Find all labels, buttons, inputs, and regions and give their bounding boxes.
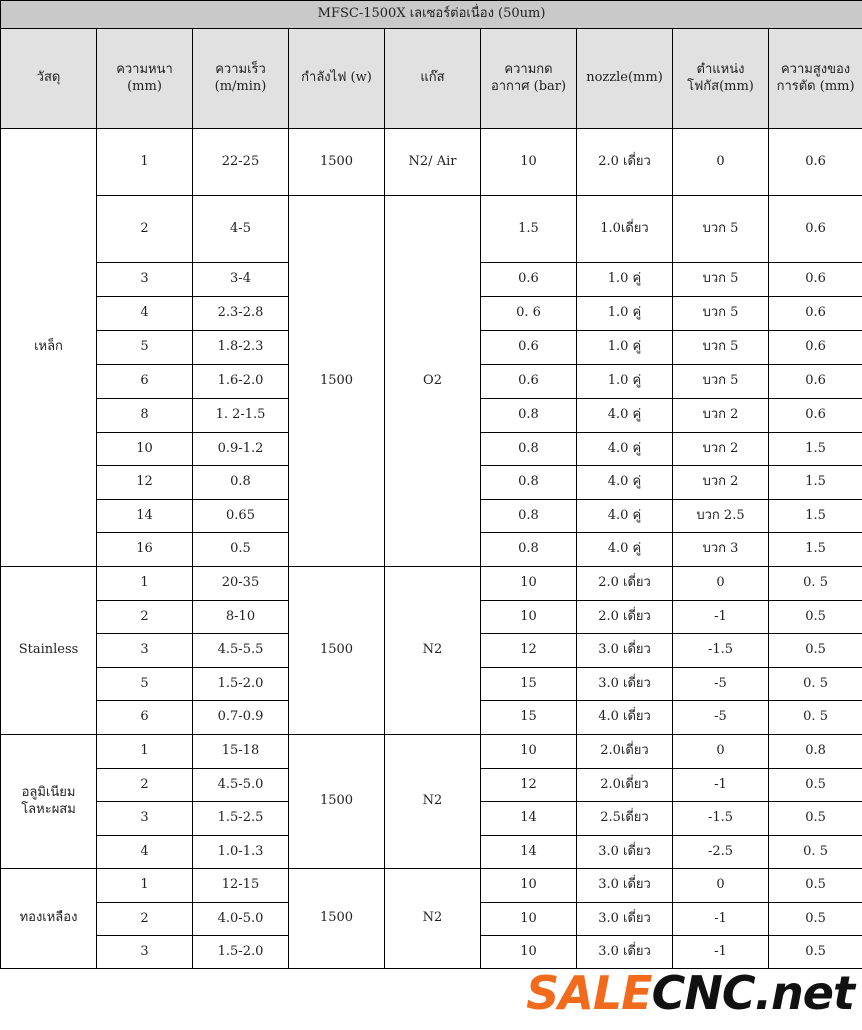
pressure-cell: 10 <box>481 601 577 634</box>
pressure-cell: 15 <box>481 668 577 701</box>
gas-cell: N2 <box>385 869 481 969</box>
thickness-cell: 1 <box>97 567 193 601</box>
header-row <box>1 29 862 129</box>
thickness-cell: 5 <box>97 668 193 701</box>
focus-cell: -5 <box>673 701 769 735</box>
nozzle-cell: 4.0 คู่ <box>577 466 673 500</box>
pressure-cell: 10 <box>481 903 577 936</box>
pressure-cell: 10 <box>481 869 577 903</box>
nozzle-cell: 3.0 เดี่ยว <box>577 869 673 903</box>
material-cell: ทองเหลือง <box>1 869 97 969</box>
thickness-cell: 1 <box>97 869 193 903</box>
nozzle-cell: 3.0 เดี่ยว <box>577 936 673 969</box>
thickness-cell: 6 <box>97 365 193 399</box>
nozzle-cell: 2.5เดี่ยว <box>577 802 673 836</box>
nozzle-cell: 4.0 เดี่ยว <box>577 701 673 735</box>
nozzle-cell: 1.0เดี่ยว <box>577 196 673 263</box>
focus-cell: บวก 2.5 <box>673 500 769 533</box>
speed-cell: 1.5-2.0 <box>193 936 289 969</box>
cut-height-cell: 0.5 <box>769 903 862 936</box>
thickness-cell: 4 <box>97 836 193 869</box>
focus-cell: 0 <box>673 567 769 601</box>
material-cell: อลูมิเนียม โลหะผสม <box>1 735 97 869</box>
table-row <box>1 735 862 769</box>
cut-height-cell: 0.6 <box>769 129 862 196</box>
speed-cell: 0.65 <box>193 500 289 533</box>
pressure-cell: 15 <box>481 701 577 735</box>
table-row <box>1 129 862 196</box>
speed-cell: 1. 2-1.5 <box>193 399 289 433</box>
table-row <box>1 869 862 903</box>
header-nozzle: nozzle(mm) <box>577 29 673 129</box>
header-material: วัสดุ <box>1 29 97 129</box>
pressure-cell: 12 <box>481 634 577 668</box>
speed-cell: 8-10 <box>193 601 289 634</box>
focus-cell: บวก 2 <box>673 433 769 466</box>
focus-cell: บวก 5 <box>673 297 769 331</box>
power-cell: 1500 <box>289 567 385 735</box>
nozzle-cell: 3.0 เดี่ยว <box>577 634 673 668</box>
pressure-cell: 0.8 <box>481 433 577 466</box>
speed-cell: 3-4 <box>193 263 289 297</box>
speed-cell: 2.3-2.8 <box>193 297 289 331</box>
pressure-cell: 0.6 <box>481 263 577 297</box>
thickness-cell: 2 <box>97 769 193 802</box>
focus-cell: -2.5 <box>673 836 769 869</box>
nozzle-cell: 1.0 คู่ <box>577 365 673 399</box>
focus-cell: 0 <box>673 735 769 769</box>
speed-cell: 12-15 <box>193 869 289 903</box>
nozzle-cell: 2.0 เดี่ยว <box>577 567 673 601</box>
header-gas: แก๊ส <box>385 29 481 129</box>
header-power: กำลังไฟ (w) <box>289 29 385 129</box>
thickness-cell: 4 <box>97 297 193 331</box>
speed-cell: 1.0-1.3 <box>193 836 289 869</box>
nozzle-cell: 3.0 เดี่ยว <box>577 668 673 701</box>
speed-cell: 0.8 <box>193 466 289 500</box>
pressure-cell: 0.6 <box>481 365 577 399</box>
speed-cell: 1.5-2.5 <box>193 802 289 836</box>
thickness-cell: 16 <box>97 533 193 567</box>
focus-cell: บวก 5 <box>673 365 769 399</box>
nozzle-cell: 4.0 คู่ <box>577 500 673 533</box>
thickness-cell: 3 <box>97 634 193 668</box>
pressure-cell: 10 <box>481 567 577 601</box>
focus-cell: -5 <box>673 668 769 701</box>
cut-height-cell: 1.5 <box>769 533 862 567</box>
focus-cell: -1 <box>673 769 769 802</box>
pressure-cell: 14 <box>481 802 577 836</box>
thickness-cell: 8 <box>97 399 193 433</box>
focus-cell: 0 <box>673 869 769 903</box>
cut-height-cell: 0.6 <box>769 196 862 263</box>
header-thickness: ความหนา (mm) <box>97 29 193 129</box>
thickness-cell: 1 <box>97 129 193 196</box>
speed-cell: 4.0-5.0 <box>193 903 289 936</box>
speed-cell: 20-35 <box>193 567 289 601</box>
power-cell: 1500 <box>289 196 385 567</box>
focus-cell: บวก 5 <box>673 196 769 263</box>
focus-cell: บวก 2 <box>673 399 769 433</box>
nozzle-cell: 4.0 คู่ <box>577 433 673 466</box>
nozzle-cell: 2.0เดี่ยว <box>577 735 673 769</box>
cut-height-cell: 0.6 <box>769 263 862 297</box>
gas-cell: N2 <box>385 567 481 735</box>
cut-height-cell: 1.5 <box>769 466 862 500</box>
speed-cell: 4.5-5.5 <box>193 634 289 668</box>
focus-cell: -1 <box>673 903 769 936</box>
speed-cell: 0.9-1.2 <box>193 433 289 466</box>
header-speed: ความเร็ว (m/min) <box>193 29 289 129</box>
thickness-cell: 2 <box>97 196 193 263</box>
pressure-cell: 1.5 <box>481 196 577 263</box>
nozzle-cell: 3.0 เดี่ยว <box>577 836 673 869</box>
focus-cell: -1.5 <box>673 634 769 668</box>
gas-cell: N2 <box>385 735 481 869</box>
nozzle-cell: 1.0 คู่ <box>577 297 673 331</box>
thickness-cell: 6 <box>97 701 193 735</box>
header-pressure: ความกด อากาศ (bar) <box>481 29 577 129</box>
pressure-cell: 10 <box>481 735 577 769</box>
speed-cell: 0.5 <box>193 533 289 567</box>
nozzle-cell: 2.0 เดี่ยว <box>577 601 673 634</box>
table-row <box>1 567 862 601</box>
thickness-cell: 2 <box>97 601 193 634</box>
cut-height-cell: 0.5 <box>769 802 862 836</box>
thickness-cell: 2 <box>97 903 193 936</box>
power-cell: 1500 <box>289 869 385 969</box>
pressure-cell: 10 <box>481 936 577 969</box>
cut-height-cell: 0.6 <box>769 297 862 331</box>
gas-cell: O2 <box>385 196 481 567</box>
nozzle-cell: 1.0 คู่ <box>577 263 673 297</box>
pressure-cell: 12 <box>481 769 577 802</box>
nozzle-cell: 3.0 เดี่ยว <box>577 903 673 936</box>
material-cell: เหล็ก <box>1 129 97 567</box>
pressure-cell: 14 <box>481 836 577 869</box>
cut-height-cell: 0. 5 <box>769 836 862 869</box>
nozzle-cell: 4.0 คู่ <box>577 399 673 433</box>
speed-cell: 1.8-2.3 <box>193 331 289 365</box>
thickness-cell: 3 <box>97 802 193 836</box>
gas-cell: N2/ Air <box>385 129 481 196</box>
header-focus: ตำแหน่ง โฟกัส(mm) <box>673 29 769 129</box>
pressure-cell: 0.8 <box>481 533 577 567</box>
focus-cell: บวก 5 <box>673 331 769 365</box>
focus-cell: บวก 5 <box>673 263 769 297</box>
speed-cell: 22-25 <box>193 129 289 196</box>
speed-cell: 0.7-0.9 <box>193 701 289 735</box>
thickness-cell: 3 <box>97 263 193 297</box>
thickness-cell: 1 <box>97 735 193 769</box>
pressure-cell: 0. 6 <box>481 297 577 331</box>
nozzle-cell: 1.0 คู่ <box>577 331 673 365</box>
pressure-cell: 0.8 <box>481 399 577 433</box>
nozzle-cell: 2.0เดี่ยว <box>577 769 673 802</box>
thickness-cell: 10 <box>97 433 193 466</box>
cut-height-cell: 0.5 <box>769 634 862 668</box>
table-row <box>1 196 862 263</box>
cut-height-cell: 0.5 <box>769 936 862 969</box>
speed-cell: 4.5-5.0 <box>193 769 289 802</box>
focus-cell: -1.5 <box>673 802 769 836</box>
cut-height-cell: 1.5 <box>769 500 862 533</box>
cut-height-cell: 0.5 <box>769 601 862 634</box>
table-title: MFSC-1500X เลเซอร์ต่อเนื่อง (50um) <box>1 1 862 29</box>
focus-cell: 0 <box>673 129 769 196</box>
salecnc-logo: SALECNC.net <box>526 966 854 1020</box>
nozzle-cell: 4.0 คู่ <box>577 533 673 567</box>
focus-cell: บวก 2 <box>673 466 769 500</box>
material-cell: Stainless <box>1 567 97 735</box>
cut-height-cell: 0.5 <box>769 769 862 802</box>
thickness-cell: 14 <box>97 500 193 533</box>
nozzle-cell: 2.0 เดี่ยว <box>577 129 673 196</box>
cut-height-cell: 0.8 <box>769 735 862 769</box>
thickness-cell: 3 <box>97 936 193 969</box>
header-cut-height: ความสูงของ การตัด (mm) <box>769 29 862 129</box>
focus-cell: -1 <box>673 936 769 969</box>
speed-cell: 15-18 <box>193 735 289 769</box>
focus-cell: -1 <box>673 601 769 634</box>
pressure-cell: 0.6 <box>481 331 577 365</box>
cut-height-cell: 0. 5 <box>769 668 862 701</box>
cut-height-cell: 0.6 <box>769 331 862 365</box>
pressure-cell: 10 <box>481 129 577 196</box>
cut-height-cell: 0.5 <box>769 869 862 903</box>
cut-height-cell: 0.6 <box>769 399 862 433</box>
thickness-cell: 5 <box>97 331 193 365</box>
focus-cell: บวก 3 <box>673 533 769 567</box>
cut-height-cell: 1.5 <box>769 433 862 466</box>
power-cell: 1500 <box>289 735 385 869</box>
speed-cell: 1.6-2.0 <box>193 365 289 399</box>
pressure-cell: 0.8 <box>481 466 577 500</box>
power-cell: 1500 <box>289 129 385 196</box>
cut-height-cell: 0. 5 <box>769 567 862 601</box>
pressure-cell: 0.8 <box>481 500 577 533</box>
speed-cell: 1.5-2.0 <box>193 668 289 701</box>
thickness-cell: 12 <box>97 466 193 500</box>
cut-height-cell: 0.6 <box>769 365 862 399</box>
cut-height-cell: 0. 5 <box>769 701 862 735</box>
speed-cell: 4-5 <box>193 196 289 263</box>
